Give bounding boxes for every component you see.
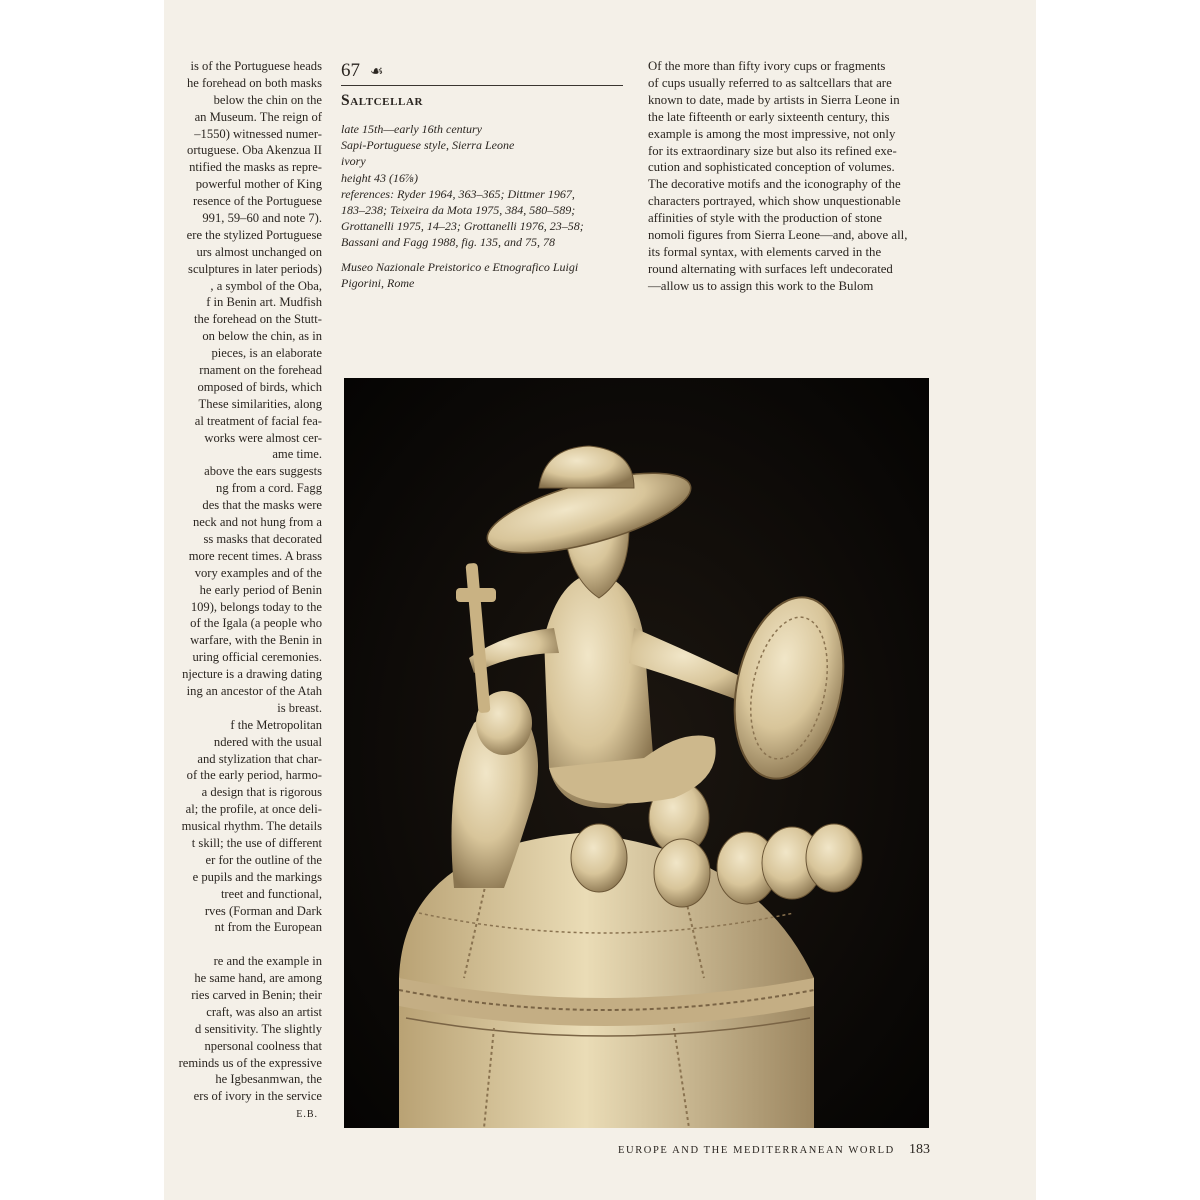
body-text-line: the late fifteenth or early sixteenth century, this	[648, 109, 890, 124]
left-column-line: works were almost cer-	[204, 430, 322, 445]
left-column-line: ers of ivory in the service	[193, 1089, 322, 1104]
left-column-line: is of the Portuguese heads	[190, 59, 322, 73]
left-column-line: re and the example in	[213, 954, 322, 969]
left-column-line: he forehead on both masks	[187, 75, 322, 90]
left-column-line: er for the outline of the	[205, 852, 322, 867]
left-column-line: omposed of birds, which	[197, 379, 322, 394]
collection-line: Museo Nazionale Preistorico e Etnografico Luigi	[341, 259, 579, 274]
saltcellar-illustration	[344, 378, 929, 1128]
left-column-line: on below the chin, as in	[202, 329, 322, 344]
left-column-line: and stylization that char-	[197, 751, 322, 766]
left-column-line: an Museum. The reign of	[194, 109, 322, 124]
left-column-line: more recent times. A brass	[188, 548, 322, 563]
saltcellar-photo	[344, 378, 929, 1128]
metadata-line: late 15th—early 16th century	[341, 122, 482, 136]
left-column-line: uring official ceremonies.	[192, 650, 322, 665]
body-text-line: The decorative motifs and the iconography of the	[648, 177, 901, 192]
left-column-line: treet and functional,	[220, 886, 322, 901]
left-column-line: e pupils and the markings	[192, 869, 322, 884]
left-column-line: t skill; the use of different	[191, 835, 322, 850]
running-footer: EUROPE AND THE MEDITERRANEAN WORLD	[618, 1145, 895, 1156]
left-text-column	[164, 58, 322, 1124]
left-column-line: reminds us of the expressive	[178, 1055, 322, 1070]
entry-metadata	[341, 121, 626, 291]
body-text-line: for its extraordinary size but also its refined exe-	[648, 143, 897, 158]
left-column-line: f the Metropolitan	[230, 717, 322, 732]
left-column-line: sculptures in later periods)	[188, 261, 322, 276]
left-column-line: npersonal coolness that	[204, 1038, 322, 1053]
body-text-line: known to date, made by artists in Sierra Leone in	[648, 92, 900, 107]
left-column-line: rves (Forman and Dark	[204, 903, 322, 918]
book-page	[164, 0, 1036, 1200]
left-column-line: of the early period, harmo-	[186, 768, 322, 783]
left-column-line: urs almost unchanged on	[196, 244, 322, 259]
left-column-line: vory examples and of the	[194, 565, 322, 580]
left-column-line	[164, 936, 322, 953]
left-column-line: ortuguese. Oba Akenzua II	[187, 143, 322, 158]
body-text-line: its formal syntax, with elements carved in the	[648, 244, 882, 259]
left-column-line: pieces, is an elaborate	[211, 346, 322, 361]
left-column-line: neck and not hung from a	[192, 515, 322, 530]
left-column-line: These similarities, along	[198, 396, 322, 411]
left-column-line: resence of the Portuguese	[192, 194, 322, 209]
left-column-line: of the Igala (a people who	[190, 616, 322, 631]
left-column-line: he same hand, are among	[194, 971, 322, 986]
left-column-line: ntified the masks as repre-	[189, 160, 322, 175]
body-text-line: —allow us to assign this work to the Bulom	[648, 278, 874, 293]
left-column-line: is breast.	[277, 700, 322, 715]
left-column-line: ss masks that decorated	[203, 531, 322, 546]
left-column-line: d sensitivity. The slightly	[195, 1021, 322, 1036]
left-column-line: f in Benin art. Mudfish	[206, 295, 322, 310]
left-column-line: warfare, with the Benin in	[190, 633, 322, 648]
body-text-line: Of the more than fifty ivory cups or fragments	[648, 59, 886, 73]
left-column-line: craft, was also an artist	[206, 1004, 322, 1019]
page-number: 183	[909, 1142, 930, 1157]
body-text-line: round alternating with surfaces left undecorated	[648, 261, 893, 276]
left-column-line: des that the masks were	[202, 498, 322, 513]
entry-header	[341, 60, 622, 82]
metadata-line: Grottanelli 1975, 14–23; Grottanelli 1976, 23–58;	[341, 219, 584, 234]
left-column-line: ng from a cord. Fagg	[216, 481, 322, 496]
body-text-line: cution and sophisticated conception of volumes.	[648, 160, 895, 175]
entry-title: Saltcellar	[341, 92, 424, 109]
body-text-line: affinities of style with the production of stone	[648, 211, 882, 226]
left-column-line: above the ears suggests	[204, 464, 322, 479]
left-column-line: musical rhythm. The details	[181, 819, 322, 834]
left-column-line: njecture is a drawing dating	[182, 667, 322, 682]
metadata-line: ivory	[341, 154, 366, 169]
left-column-line: 109), belongs today to the	[190, 599, 322, 614]
left-column-line: ame time.	[272, 447, 322, 462]
left-column-line: , a symbol of the Oba,	[210, 278, 322, 293]
left-column-line: the forehead on the Stutt-	[194, 312, 322, 327]
metadata-line: Bassani and Fagg 1988, fig. 135, and 75, 78	[341, 235, 556, 250]
body-text-line: example is among the most impressive, not only	[648, 126, 896, 141]
left-column-line: he Igbesanmwan, the	[215, 1072, 322, 1087]
left-column-line: –1550) witnessed numer-	[194, 126, 322, 141]
left-column-line: ing an ancestor of the Atah	[186, 683, 322, 698]
header-rule	[341, 85, 623, 86]
collection-line: Pigorini, Rome	[341, 275, 415, 290]
left-column-line: a design that is rigorous	[201, 785, 322, 800]
left-column-line: rnament on the forehead	[199, 363, 322, 378]
left-column-line: 991, 59–60 and note 7).	[202, 211, 322, 226]
left-column-line: ries carved in Benin; their	[191, 987, 322, 1002]
left-column-line: he early period of Benin	[199, 582, 322, 597]
body-text-column	[648, 58, 948, 295]
ornament-icon: ☙	[370, 64, 384, 80]
metadata-line: references: Ryder 1964, 363–365; Dittmer 1967,	[341, 186, 575, 201]
author-initials: E.B.	[296, 1109, 318, 1121]
left-column-line: below the chin on the	[213, 92, 322, 107]
body-text-line: characters portrayed, which show unquestionable	[648, 194, 901, 209]
left-column-line: powerful mother of King	[195, 177, 322, 192]
left-column-line: ndered with the usual	[213, 734, 322, 749]
metadata-line: Sapi-Portuguese style, Sierra Leone	[341, 138, 515, 153]
entry-number: 67	[341, 60, 360, 81]
left-column-line: ere the stylized Portuguese	[186, 227, 322, 242]
body-text-line: of cups usually referred to as saltcellars that are	[648, 75, 892, 90]
left-column-line: al; the profile, at once deli-	[185, 802, 322, 817]
left-column-line: nt from the European	[214, 920, 322, 935]
metadata-line: 183–238; Teixeira da Mota 1975, 384, 580–589;	[341, 203, 576, 218]
metadata-line: height 43 (16⅞)	[341, 170, 418, 185]
left-column-line: al treatment of facial fea-	[194, 413, 322, 428]
body-text-line: nomoli figures from Sierra Leone—and, above all,	[648, 228, 908, 243]
